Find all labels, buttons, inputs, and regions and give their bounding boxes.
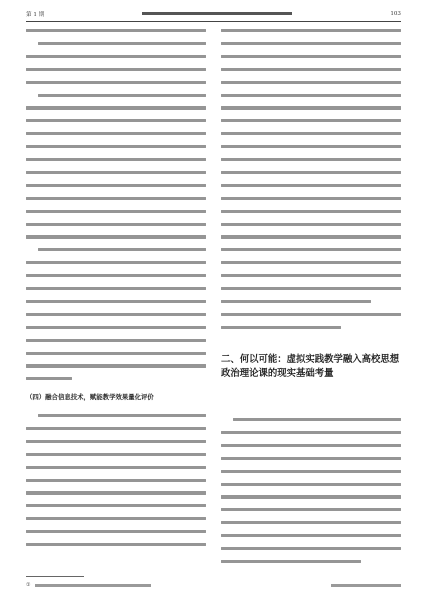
footnote-marker: ① bbox=[26, 582, 31, 588]
body-text-line bbox=[221, 42, 401, 45]
body-text-line bbox=[221, 235, 401, 238]
body-text-line bbox=[221, 197, 401, 200]
body-text-line bbox=[221, 547, 401, 550]
footnote-text-placeholder bbox=[35, 584, 151, 587]
body-text-line bbox=[221, 119, 401, 122]
body-text-line bbox=[26, 261, 206, 264]
body-text-line bbox=[221, 560, 361, 563]
body-text-line bbox=[26, 29, 206, 32]
body-text-line bbox=[233, 418, 401, 421]
header-title-placeholder bbox=[142, 12, 292, 15]
body-text-line bbox=[26, 453, 206, 456]
body-text-line bbox=[221, 248, 401, 251]
body-text-line bbox=[221, 300, 371, 303]
body-text-line bbox=[38, 42, 206, 45]
body-text-line bbox=[26, 300, 206, 303]
body-text-line bbox=[26, 158, 206, 161]
body-text-line bbox=[221, 534, 401, 537]
body-text-line bbox=[26, 223, 206, 226]
body-text-line bbox=[26, 466, 206, 469]
section-heading: 二、何以可能：虚拟实践教学融入高校思想政治理论课的现实基础考量 bbox=[221, 354, 400, 379]
body-text-line bbox=[221, 68, 401, 71]
body-text-line bbox=[38, 248, 206, 251]
body-text-line bbox=[26, 106, 206, 109]
body-text-line bbox=[26, 530, 206, 533]
header-rule bbox=[26, 21, 401, 22]
body-text-line bbox=[26, 145, 206, 148]
body-text-line bbox=[26, 197, 206, 200]
body-text-line bbox=[221, 184, 401, 187]
body-text-line bbox=[221, 326, 341, 329]
body-text-line bbox=[221, 431, 401, 434]
body-text-line bbox=[26, 287, 206, 290]
body-text-line bbox=[221, 313, 401, 316]
page-number: 103 bbox=[390, 11, 401, 17]
body-text-line bbox=[221, 55, 401, 58]
issue-label: 第 1 期 bbox=[26, 12, 45, 18]
body-text-line bbox=[221, 287, 401, 290]
body-text-line bbox=[38, 414, 206, 417]
body-text-line bbox=[221, 457, 401, 460]
body-text-line bbox=[221, 29, 401, 32]
footnote-rule bbox=[26, 576, 84, 577]
body-text-line bbox=[221, 158, 401, 161]
body-text-line bbox=[26, 517, 206, 520]
body-text-line bbox=[26, 55, 206, 58]
body-text-line bbox=[26, 427, 206, 430]
body-text-line bbox=[221, 470, 401, 473]
body-text-line bbox=[26, 81, 206, 84]
body-text-line bbox=[26, 210, 206, 213]
body-text-line bbox=[26, 235, 206, 238]
body-text-line bbox=[221, 521, 401, 524]
footnote bbox=[26, 581, 401, 589]
body-text-line bbox=[221, 444, 401, 447]
body-text-line bbox=[221, 145, 401, 148]
body-text-line bbox=[221, 106, 401, 109]
body-text-line bbox=[26, 440, 206, 443]
body-text-line bbox=[26, 184, 206, 187]
journal-url-placeholder bbox=[331, 584, 401, 587]
body-text-line bbox=[38, 94, 206, 97]
body-text-line bbox=[26, 491, 206, 494]
body-text-line bbox=[221, 94, 401, 97]
subsection-heading: （四）融合信息技术，赋能教学效果量化评价 bbox=[26, 393, 154, 401]
body-text-line bbox=[26, 171, 206, 174]
body-text-line bbox=[221, 223, 401, 226]
body-text-line bbox=[221, 132, 401, 135]
article-title-header bbox=[142, 11, 292, 17]
body-text-line bbox=[26, 543, 206, 546]
body-text-line bbox=[26, 479, 206, 482]
body-text-line bbox=[26, 68, 206, 71]
body-text-line bbox=[26, 274, 206, 277]
body-text-line bbox=[26, 132, 206, 135]
body-text-line bbox=[221, 508, 401, 511]
running-header bbox=[26, 8, 401, 20]
body-text-line bbox=[26, 364, 206, 367]
body-text-line bbox=[26, 352, 206, 355]
body-text-line bbox=[221, 483, 401, 486]
body-text-line bbox=[26, 313, 206, 316]
body-text-line bbox=[221, 210, 401, 213]
body-text-line bbox=[221, 171, 401, 174]
body-text-line bbox=[26, 504, 206, 507]
body-text-line bbox=[221, 261, 401, 264]
body-text-line bbox=[221, 274, 401, 277]
body-text-line bbox=[26, 326, 206, 329]
footnote-text bbox=[26, 582, 151, 588]
body-text-line bbox=[26, 377, 72, 380]
body-text-line bbox=[26, 339, 206, 342]
body-text-line bbox=[221, 81, 401, 84]
body-text-line bbox=[221, 495, 401, 498]
body-text-line bbox=[26, 119, 206, 122]
